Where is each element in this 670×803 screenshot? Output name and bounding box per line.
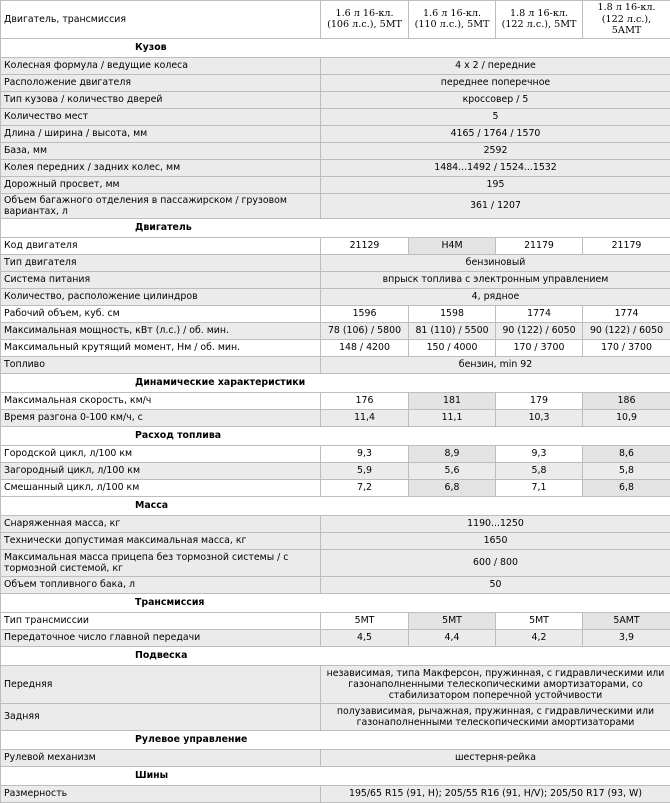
table-row: [1, 91, 670, 108]
row-label: База, мм: [1, 142, 321, 159]
row-value: 50: [321, 577, 670, 594]
section-title: Масса: [1, 497, 670, 516]
table-row: [1, 272, 670, 289]
row-label: Смешанный цикл, л/100 км: [1, 480, 321, 497]
row-value: 1650: [321, 533, 670, 550]
row-value: 4,4: [409, 630, 496, 647]
row-value: независимая, типа Макферсон, пружинная, с гидравлическими или газонаполненными телескопическими амортизаторами, со стабилизатором поперечной устойчивости: [321, 666, 670, 704]
section-mass: [1, 497, 670, 516]
row-value: 7,2: [321, 480, 409, 497]
section-title: Шины: [1, 767, 670, 786]
row-label: Расположение двигателя: [1, 74, 321, 91]
row-value: 1774: [583, 306, 670, 323]
section-body: [1, 38, 670, 57]
row-value: полузависимая, рычажная, пружинная, с гидравлическими или газонаполненными телескопическими амортизаторами: [321, 704, 670, 731]
row-value: 5,9: [321, 463, 409, 480]
row-value: 6,8: [409, 480, 496, 497]
row-value: H4M: [409, 238, 496, 255]
table-row: [1, 577, 670, 594]
row-value: бензин, min 92: [321, 357, 670, 374]
row-label: Максимальная масса прицепа без тормозной системы / с тормозной системой, кг: [1, 550, 321, 577]
row-label: Количество, расположение цилиндров: [1, 289, 321, 306]
section-title: Кузов: [1, 38, 670, 57]
row-value: 10,3: [496, 410, 583, 427]
header-label: Двигатель, трансмиссия: [1, 1, 321, 39]
row-label: Тип кузова / количество дверей: [1, 91, 321, 108]
section-consumption: [1, 427, 670, 446]
row-value: 8,6: [583, 446, 670, 463]
header-column-2: 1.6 л 16-кл. (110 л.с.), 5МТ: [409, 1, 496, 39]
section-title: Расход топлива: [1, 427, 670, 446]
row-label: Передаточное число главной передачи: [1, 630, 321, 647]
table-row: [1, 750, 670, 767]
row-value: переднее поперечное: [321, 74, 670, 91]
table-row: [1, 142, 670, 159]
row-value: 9,3: [321, 446, 409, 463]
row-value: 148 / 4200: [321, 340, 409, 357]
table-row: [1, 238, 670, 255]
row-value: 1596: [321, 306, 409, 323]
row-value: шестерня-рейка: [321, 750, 670, 767]
row-value: 11,4: [321, 410, 409, 427]
section-transmission: [1, 594, 670, 613]
row-label: Время разгона 0-100 км/ч, с: [1, 410, 321, 427]
row-label: Рулевой механизм: [1, 750, 321, 767]
row-label: Система питания: [1, 272, 321, 289]
row-value: 181: [409, 393, 496, 410]
row-value: 81 (110) / 5500: [409, 323, 496, 340]
section-suspension: [1, 647, 670, 666]
section-title: Трансмиссия: [1, 594, 670, 613]
row-value: 4,5: [321, 630, 409, 647]
table-row: [1, 306, 670, 323]
row-value: 361 / 1207: [321, 193, 670, 219]
row-label: Код двигателя: [1, 238, 321, 255]
section-title: Рулевое управление: [1, 731, 670, 750]
table-row: [1, 159, 670, 176]
row-label: Снаряженная масса, кг: [1, 516, 321, 533]
table-row: [1, 289, 670, 306]
row-label: Загородный цикл, л/100 км: [1, 463, 321, 480]
table-row: [1, 550, 670, 577]
row-value: 5,6: [409, 463, 496, 480]
table-row: [1, 340, 670, 357]
row-value: 195/65 R15 (91, H); 205/55 R16 (91, H/V); 205/50 R17 (93, W): [321, 786, 670, 803]
row-value: 176: [321, 393, 409, 410]
table-row: [1, 176, 670, 193]
row-value: 5МТ: [409, 613, 496, 630]
table-row: [1, 410, 670, 427]
section-title: Динамические характеристики: [1, 374, 670, 393]
row-value: 1598: [409, 306, 496, 323]
table-row: [1, 533, 670, 550]
row-value: 7,1: [496, 480, 583, 497]
table-row: [1, 357, 670, 374]
row-value: 3,9: [583, 630, 670, 647]
header-row: [1, 1, 670, 39]
row-label: Колея передних / задних колес, мм: [1, 159, 321, 176]
table-row: [1, 108, 670, 125]
table-row: [1, 666, 670, 704]
header-column-1: 1.6 л 16-кл. (106 л.с.), 5МТ: [321, 1, 409, 39]
row-value: кроссовер / 5: [321, 91, 670, 108]
row-value: 5МТ: [321, 613, 409, 630]
section-dynamics: [1, 374, 670, 393]
row-value: 4 x 2 / передние: [321, 57, 670, 74]
table-row: [1, 255, 670, 272]
table-row: [1, 74, 670, 91]
section-engine: [1, 219, 670, 238]
row-value: 9,3: [496, 446, 583, 463]
row-value: 11,1: [409, 410, 496, 427]
row-value: 5МТ: [496, 613, 583, 630]
row-value: 1774: [496, 306, 583, 323]
row-label: Колесная формула / ведущие колеса: [1, 57, 321, 74]
row-value: 10,9: [583, 410, 670, 427]
table-row: [1, 393, 670, 410]
header-column-4: 1.8 л 16-кл. (122 л.с.), 5АМТ: [583, 1, 670, 39]
row-label: Максимальная скорость, км/ч: [1, 393, 321, 410]
row-label: Городской цикл, л/100 км: [1, 446, 321, 463]
row-value: 5,8: [496, 463, 583, 480]
row-label: Передняя: [1, 666, 321, 704]
table-row: [1, 704, 670, 731]
row-label: Количество мест: [1, 108, 321, 125]
row-value: 170 / 3700: [583, 340, 670, 357]
table-row: [1, 480, 670, 497]
section-title: Подвеска: [1, 647, 670, 666]
row-label: Максимальный крутящий момент, Нм / об. мин.: [1, 340, 321, 357]
row-value: 4,2: [496, 630, 583, 647]
row-value: 90 (122) / 6050: [496, 323, 583, 340]
table-row: [1, 323, 670, 340]
row-value: 78 (106) / 5800: [321, 323, 409, 340]
table-row: [1, 613, 670, 630]
row-value: 4, рядное: [321, 289, 670, 306]
row-value: бензиновый: [321, 255, 670, 272]
row-value: 8,9: [409, 446, 496, 463]
table-row: [1, 463, 670, 480]
row-label: Тип двигателя: [1, 255, 321, 272]
row-value: 170 / 3700: [496, 340, 583, 357]
header-column-3: 1.8 л 16-кл. (122 л.с.), 5МТ: [496, 1, 583, 39]
row-value: 5,8: [583, 463, 670, 480]
row-label: Топливо: [1, 357, 321, 374]
section-tires: [1, 767, 670, 786]
row-value: 5: [321, 108, 670, 125]
row-value: впрыск топлива с электронным управлением: [321, 272, 670, 289]
row-label: Объем багажного отделения в пассажирском / грузовом вариантах, л: [1, 193, 321, 219]
row-value: 4165 / 1764 / 1570: [321, 125, 670, 142]
table-row: [1, 516, 670, 533]
row-value: 21129: [321, 238, 409, 255]
row-label: Тип трансмиссии: [1, 613, 321, 630]
table-row: [1, 125, 670, 142]
row-label: Объем топливного бака, л: [1, 577, 321, 594]
section-steering: [1, 731, 670, 750]
row-label: Размерность: [1, 786, 321, 803]
table-row: [1, 193, 670, 219]
row-label: Длина / ширина / высота, мм: [1, 125, 321, 142]
row-value: 5АМТ: [583, 613, 670, 630]
row-value: 150 / 4000: [409, 340, 496, 357]
table-row: [1, 630, 670, 647]
row-value: 90 (122) / 6050: [583, 323, 670, 340]
row-label: Задняя: [1, 704, 321, 731]
row-value: 1484...1492 / 1524...1532: [321, 159, 670, 176]
row-value: 195: [321, 176, 670, 193]
row-value: 21179: [583, 238, 670, 255]
row-value: 179: [496, 393, 583, 410]
table-row: [1, 786, 670, 803]
section-title: Двигатель: [1, 219, 670, 238]
row-label: Рабочий объем, куб. см: [1, 306, 321, 323]
table-row: [1, 446, 670, 463]
row-value: 2592: [321, 142, 670, 159]
row-value: 21179: [496, 238, 583, 255]
row-value: 6,8: [583, 480, 670, 497]
row-label: Дорожный просвет, мм: [1, 176, 321, 193]
row-value: 1190...1250: [321, 516, 670, 533]
row-label: Максимальная мощность, кВт (л.с.) / об. мин.: [1, 323, 321, 340]
table-row: [1, 57, 670, 74]
row-label: Технически допустимая максимальная масса, кг: [1, 533, 321, 550]
row-value: 600 / 800: [321, 550, 670, 577]
row-value: 186: [583, 393, 670, 410]
